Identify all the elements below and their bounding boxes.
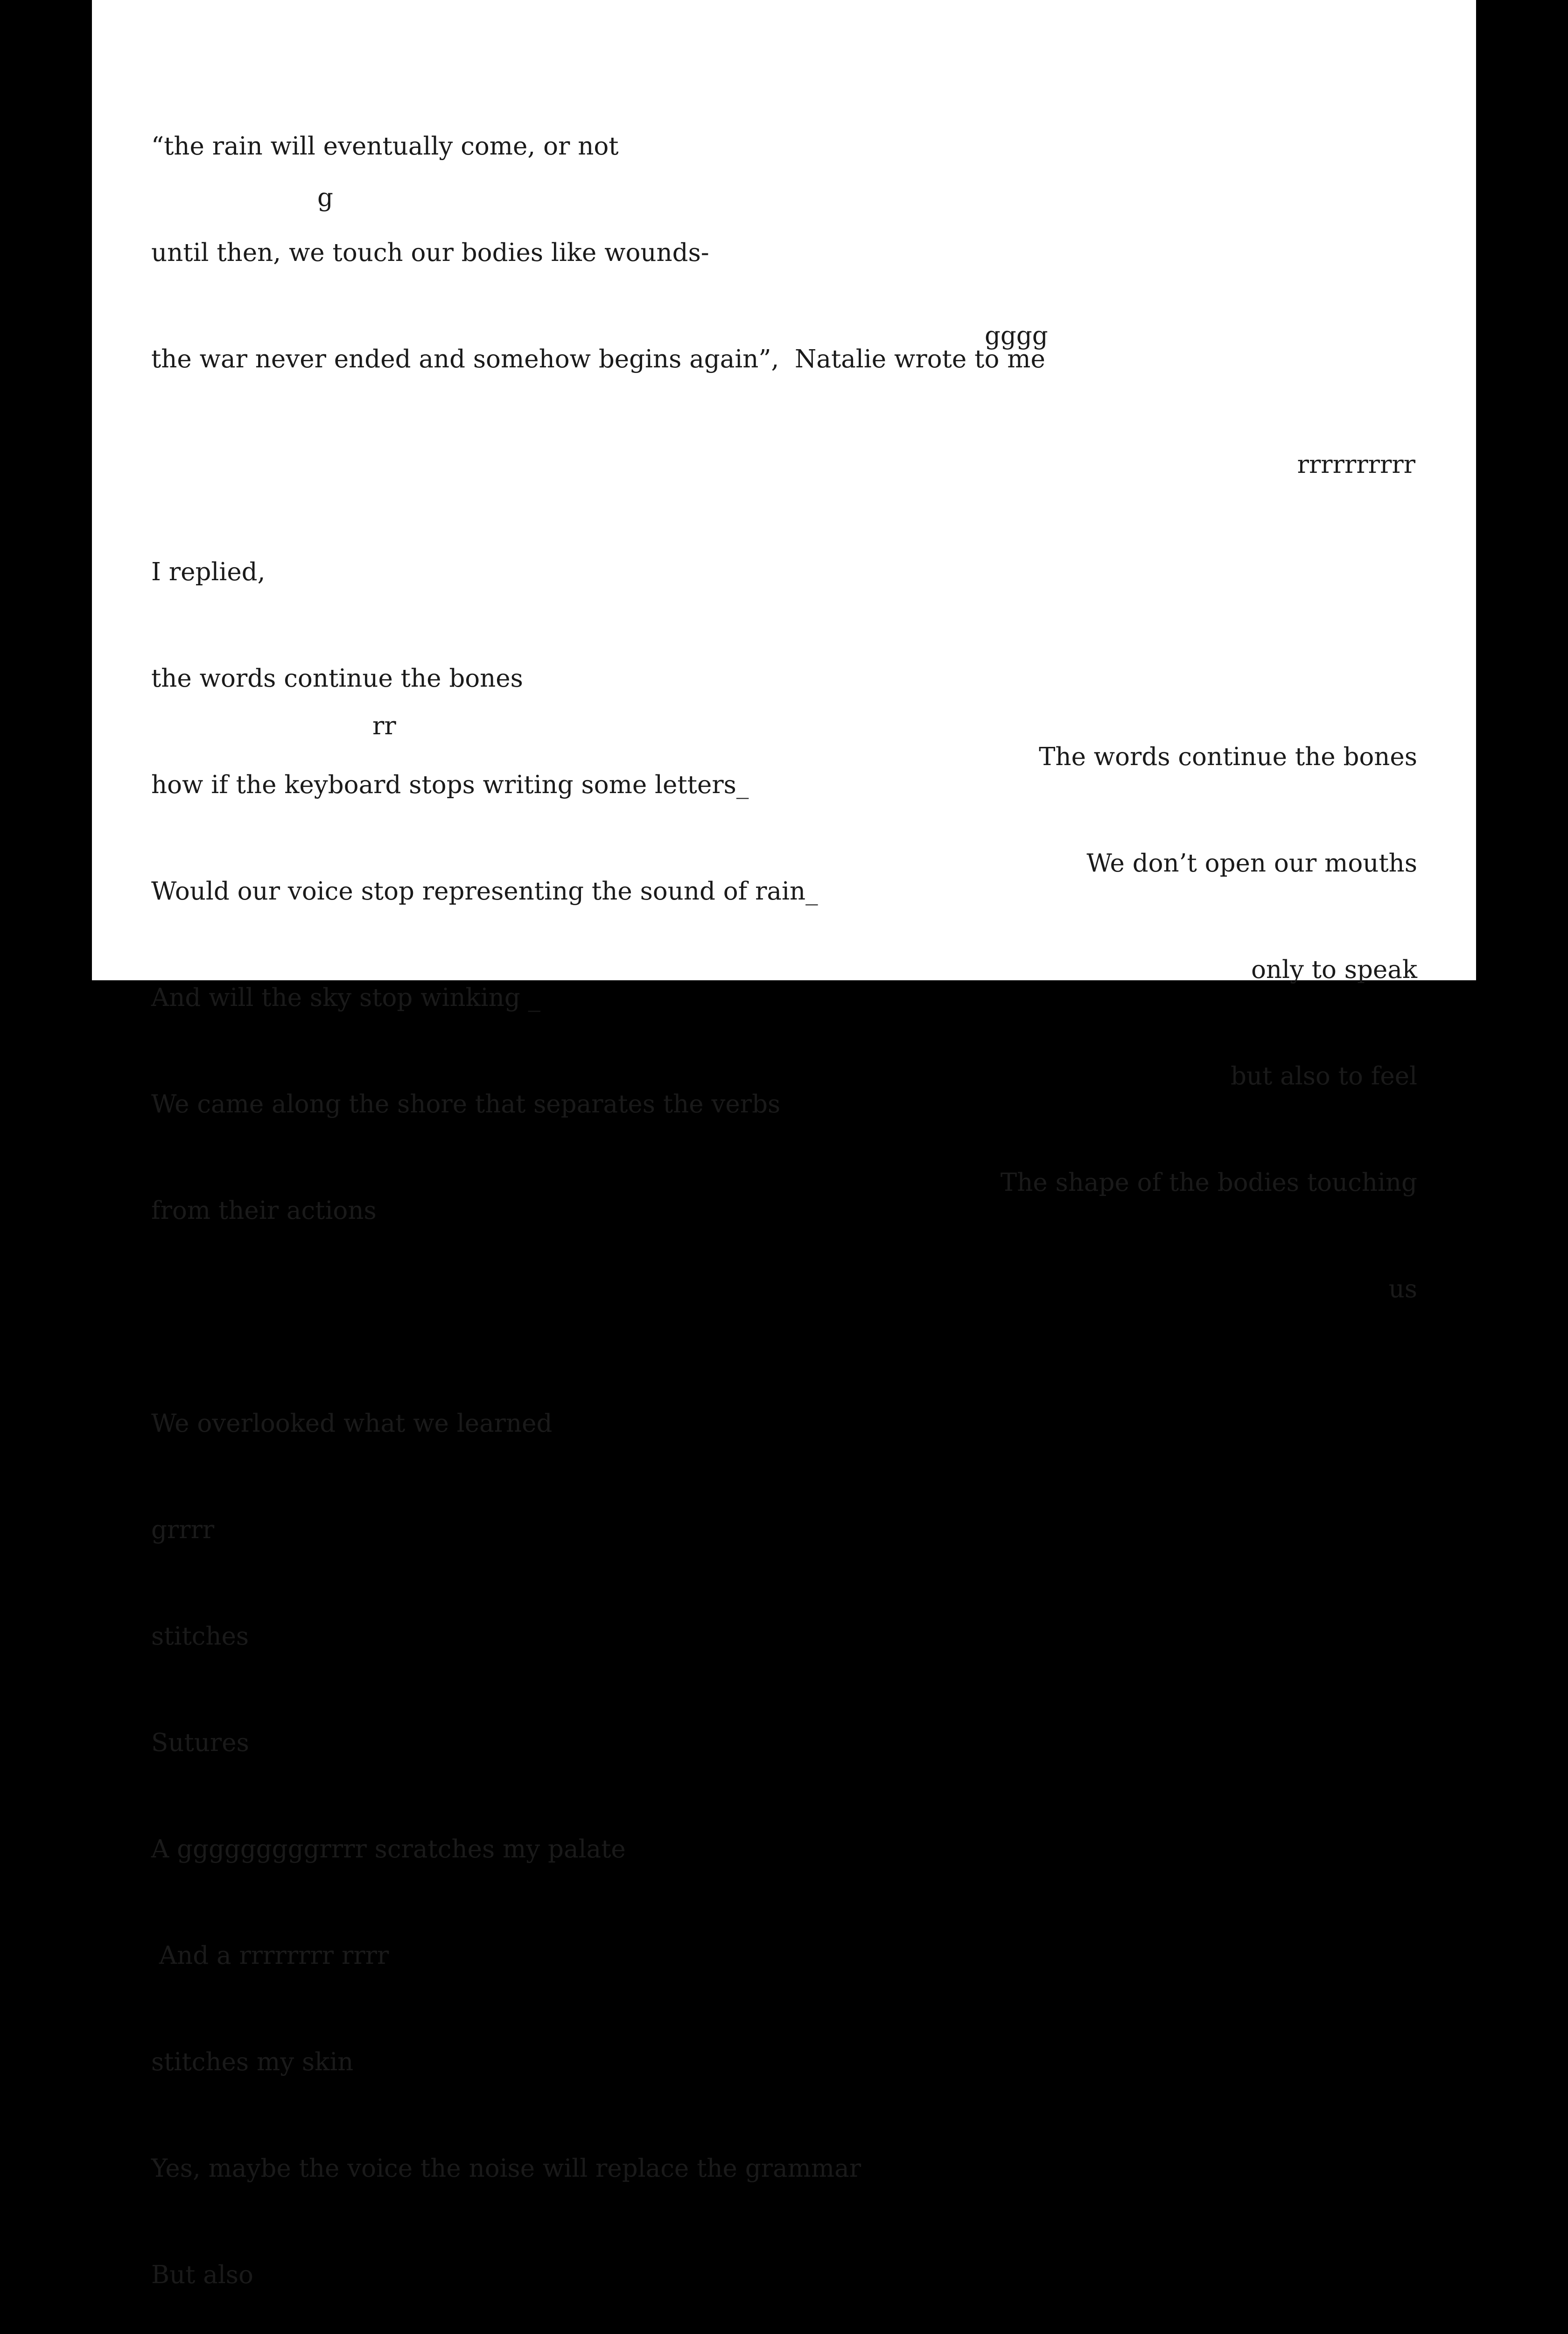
document-page xyxy=(92,0,1476,2289)
poem-line: until then, we touch our bodies like wounds- xyxy=(151,239,709,267)
poem-line: We came along the shore that separates the verbs xyxy=(151,1090,781,1118)
poem-line: from their actions xyxy=(151,1196,377,1225)
poem-line: The words continue the bones xyxy=(1039,743,1417,771)
poem-line: Sutures xyxy=(151,1729,249,1757)
floating-letters: rr xyxy=(372,712,396,740)
poem-line: A gggggggggrrrr scratches my palate xyxy=(151,1835,626,1863)
poem-line: the war never ended and somehow begins again”, Natalie wrote to me xyxy=(151,345,1045,373)
poem-line: the words continue the bones xyxy=(151,664,523,693)
floating-letters: g xyxy=(317,183,333,212)
poem-line: us xyxy=(1388,1275,1417,1303)
poem-line: only to speak xyxy=(1251,956,1417,984)
poem-line: Would our voice stop representing the sound of rain_ xyxy=(151,877,818,906)
poem-left-column xyxy=(151,58,1045,2334)
stanza-break xyxy=(151,448,1045,484)
poem-line: The shape of the bodies touching xyxy=(1000,1168,1417,1197)
poem-right-column xyxy=(1001,668,1417,1378)
poem-line: grrrr xyxy=(151,1516,215,1544)
poem-line: but also to feel xyxy=(1230,1062,1417,1090)
floating-letters: rrrrrrrrrr xyxy=(1297,450,1415,479)
poem-line: “the rain will eventually come, or not xyxy=(151,132,619,161)
poem-line: We don’t open our mouths xyxy=(1086,849,1417,878)
poem-line: We overlooked what we learned xyxy=(151,1409,553,1438)
poem-line: how if the keyboard stops writing some letters_ xyxy=(151,771,749,799)
poem-line: But also xyxy=(151,2261,253,2289)
poem-line: Yes, maybe the voice the noise will replace the grammar xyxy=(151,2154,861,2183)
poem-line: stitches xyxy=(151,1622,249,1651)
poem-line: I replied, xyxy=(151,558,266,586)
poem-line: And will the sky stop winking _ xyxy=(151,984,541,1012)
stanza-break xyxy=(151,1300,1045,1335)
poem-line: stitches my skin xyxy=(151,2048,354,2076)
poem-line: And a rrrrrrrr rrrr xyxy=(151,1941,389,1970)
floating-letters: gggg xyxy=(985,322,1048,350)
